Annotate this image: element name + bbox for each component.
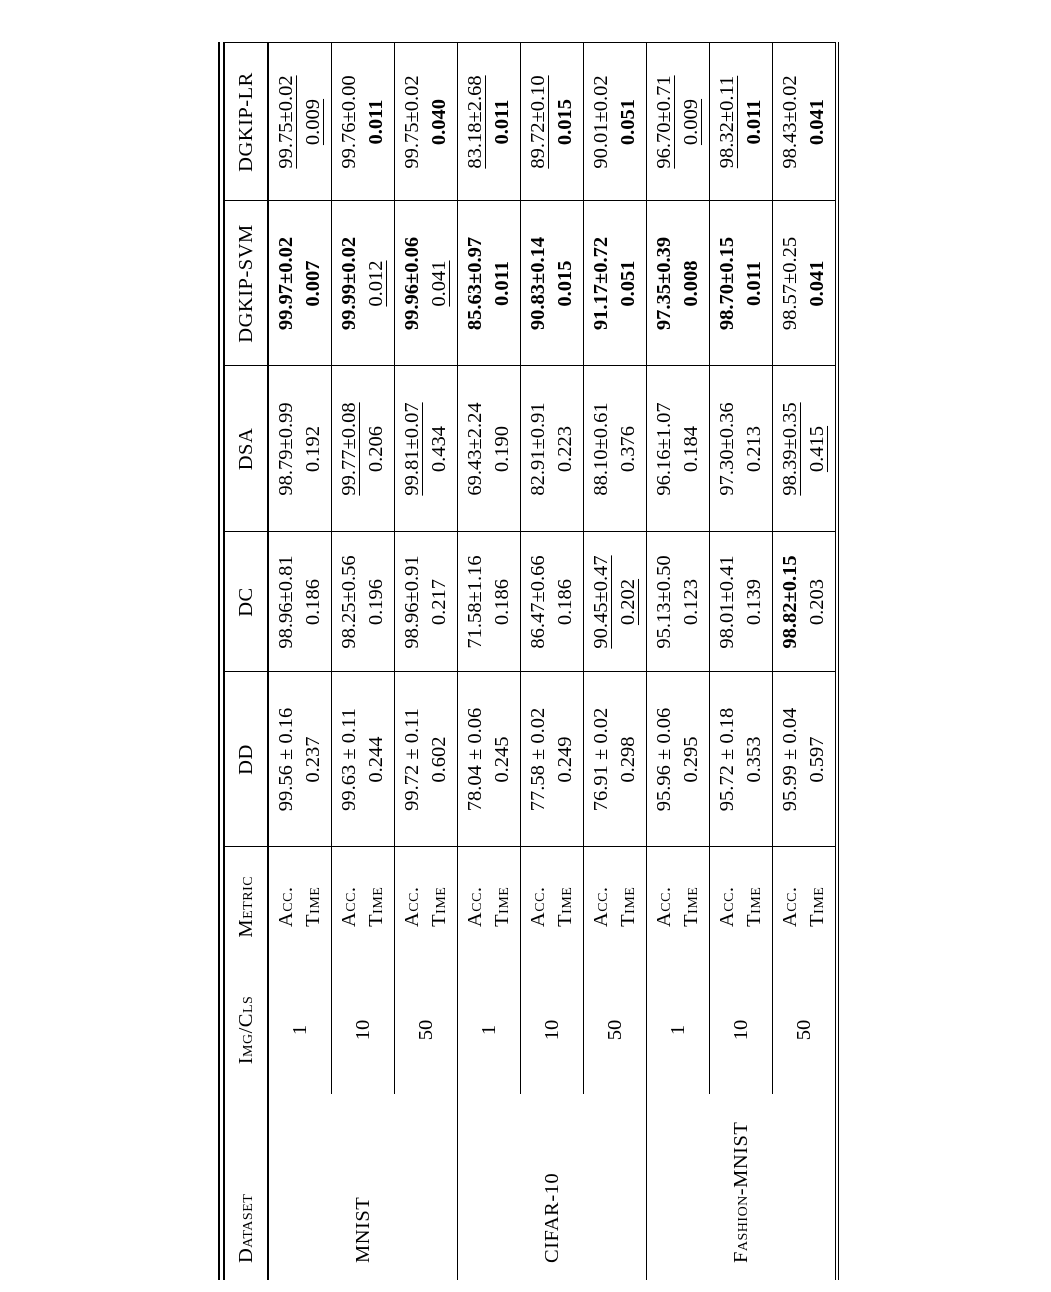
acc-value: 85.63±0.97 bbox=[464, 236, 486, 331]
cell-dsa bbox=[710, 366, 773, 532]
time-value: 0.041 bbox=[428, 260, 450, 307]
time-value: 0.353 bbox=[743, 736, 765, 783]
imgcls-cell: 50 bbox=[584, 966, 647, 1094]
time-value: 0.009 bbox=[680, 98, 702, 146]
metric-acc-label: Acc. bbox=[716, 886, 738, 928]
time-value: 0.213 bbox=[743, 425, 765, 473]
time-value: 0.434 bbox=[428, 425, 450, 473]
time-value: 0.008 bbox=[680, 260, 702, 307]
acc-value: 98.79±0.99 bbox=[275, 402, 297, 496]
time-value: 0.244 bbox=[365, 736, 387, 783]
col-header-metric bbox=[222, 847, 269, 966]
acc-value: 90.01±0.02 bbox=[590, 75, 612, 169]
time-value: 0.011 bbox=[365, 99, 387, 145]
acc-value: 99.99±0.02 bbox=[338, 236, 360, 331]
acc-value: 99.96±0.06 bbox=[401, 236, 423, 331]
acc-value: 71.58±1.16 bbox=[464, 555, 486, 649]
time-value: 0.376 bbox=[617, 425, 639, 473]
imgcls-cell: 50 bbox=[395, 966, 458, 1094]
acc-value: 91.17±0.72 bbox=[590, 236, 612, 331]
cell-dc bbox=[332, 532, 395, 672]
imgcls-cell: 50 bbox=[773, 966, 838, 1094]
metric-time-label: Time bbox=[806, 886, 828, 927]
cell-dsa bbox=[268, 366, 332, 532]
cell-dsa bbox=[395, 366, 458, 532]
metric-cell bbox=[332, 847, 395, 966]
acc-value: 83.18±2.68 bbox=[464, 75, 486, 169]
cell-dd bbox=[773, 672, 838, 847]
cell-dgkip-lr bbox=[395, 43, 458, 201]
cell-dgkip-svm bbox=[710, 201, 773, 366]
metric-cell bbox=[458, 847, 521, 966]
cell-dgkip-svm bbox=[584, 201, 647, 366]
cell-dgkip-lr bbox=[710, 43, 773, 201]
cell-dc bbox=[395, 532, 458, 672]
time-value: 0.186 bbox=[302, 578, 324, 626]
cell-dgkip-lr bbox=[647, 43, 710, 201]
metric-cell bbox=[521, 847, 584, 966]
time-value: 0.011 bbox=[743, 99, 765, 145]
dataset-cell bbox=[268, 1094, 458, 1280]
imgcls-cell: 10 bbox=[521, 966, 584, 1094]
time-value: 0.295 bbox=[680, 736, 702, 783]
acc-value: 89.72±0.10 bbox=[527, 75, 549, 169]
cell-dd bbox=[521, 672, 584, 847]
metric-time-label: Time bbox=[428, 886, 450, 927]
time-value: 0.245 bbox=[491, 736, 513, 783]
cell-dsa bbox=[647, 366, 710, 532]
metric-acc-label: Acc. bbox=[590, 886, 612, 928]
metric-time-label: Time bbox=[743, 886, 765, 927]
acc-value: 98.43±0.02 bbox=[779, 75, 801, 169]
cell-dc bbox=[521, 532, 584, 672]
col-header-dgkip-lr bbox=[222, 43, 269, 201]
acc-value: 98.25±0.56 bbox=[338, 555, 360, 649]
acc-value: 96.16±1.07 bbox=[653, 402, 675, 496]
time-value: 0.415 bbox=[806, 425, 828, 473]
acc-value: 99.77±0.08 bbox=[338, 402, 360, 496]
time-value: 0.186 bbox=[554, 578, 576, 626]
acc-value: 98.96±0.91 bbox=[401, 555, 423, 649]
time-value: 0.249 bbox=[554, 736, 576, 783]
time-value: 0.192 bbox=[302, 425, 324, 473]
header-row bbox=[222, 43, 269, 1280]
table-row bbox=[647, 43, 710, 1280]
cell-dc bbox=[268, 532, 332, 672]
metric-acc-label: Acc. bbox=[275, 886, 297, 928]
dataset-label: MNIST bbox=[351, 1196, 374, 1263]
dataset-label: Fashion-MNIST bbox=[729, 1121, 752, 1263]
cell-dc bbox=[584, 532, 647, 672]
acc-value: 95.13±0.50 bbox=[653, 555, 675, 649]
cell-dgkip-svm bbox=[458, 201, 521, 366]
cell-dc bbox=[458, 532, 521, 672]
col-header-dd-label: DD bbox=[234, 744, 257, 775]
time-value: 0.041 bbox=[806, 98, 828, 146]
cell-dc bbox=[710, 532, 773, 672]
metric-acc-label: Acc. bbox=[527, 886, 549, 928]
time-value: 0.298 bbox=[617, 736, 639, 783]
cell-dgkip-svm bbox=[521, 201, 584, 366]
acc-value: 69.43±2.24 bbox=[464, 402, 486, 496]
col-header-dsa bbox=[222, 366, 269, 532]
acc-value: 86.47±0.66 bbox=[527, 555, 549, 649]
time-value: 0.011 bbox=[743, 261, 765, 306]
time-value: 0.123 bbox=[680, 578, 702, 626]
acc-value: 99.76±0.00 bbox=[338, 75, 360, 169]
cell-dd bbox=[710, 672, 773, 847]
col-header-dataset-label: Dataset bbox=[234, 1193, 257, 1263]
metric-time-label: Time bbox=[554, 886, 576, 927]
acc-value: 99.81±0.07 bbox=[401, 402, 423, 496]
metric-acc-label: Acc. bbox=[401, 886, 423, 928]
time-value: 0.051 bbox=[617, 98, 639, 146]
cell-dd bbox=[458, 672, 521, 847]
acc-value: 99.97±0.02 bbox=[275, 236, 297, 331]
imgcls-cell: 1 bbox=[458, 966, 521, 1094]
acc-value: 99.75±0.02 bbox=[401, 75, 423, 169]
metric-time-label: Time bbox=[365, 886, 387, 927]
acc-value: 90.83±0.14 bbox=[527, 236, 549, 331]
acc-value: 95.72 ± 0.18 bbox=[716, 707, 738, 812]
acc-value: 97.30±0.36 bbox=[716, 402, 738, 496]
acc-value: 98.82±0.15 bbox=[779, 555, 801, 649]
cell-dsa bbox=[332, 366, 395, 532]
results-table bbox=[218, 43, 839, 1281]
time-value: 0.186 bbox=[491, 578, 513, 626]
acc-value: 99.56 ± 0.16 bbox=[275, 707, 297, 812]
col-header-dgkip-lr-label: DGKIP-LR bbox=[234, 72, 257, 172]
time-value: 0.190 bbox=[491, 425, 513, 473]
time-value: 0.237 bbox=[302, 736, 324, 783]
time-value: 0.011 bbox=[491, 99, 513, 145]
cell-dsa bbox=[773, 366, 838, 532]
time-value: 0.184 bbox=[680, 425, 702, 473]
cell-dgkip-lr bbox=[458, 43, 521, 201]
cell-dd bbox=[647, 672, 710, 847]
acc-value: 98.01±0.41 bbox=[716, 555, 738, 649]
dataset-cell bbox=[458, 1094, 647, 1280]
acc-value: 99.72 ± 0.11 bbox=[401, 708, 423, 811]
metric-cell bbox=[268, 847, 332, 966]
metric-acc-label: Acc. bbox=[338, 886, 360, 928]
acc-value: 98.70±0.15 bbox=[716, 236, 738, 331]
metric-acc-label: Acc. bbox=[653, 886, 675, 928]
cell-dgkip-lr bbox=[521, 43, 584, 201]
col-header-dgkip-svm-label: DGKIP-SVM bbox=[234, 224, 257, 343]
col-header-imgcls bbox=[222, 966, 269, 1094]
imgcls-cell: 1 bbox=[268, 966, 332, 1094]
time-value: 0.041 bbox=[806, 260, 828, 307]
cell-dgkip-svm bbox=[332, 201, 395, 366]
metric-time-label: Time bbox=[491, 886, 513, 927]
cell-dd bbox=[332, 672, 395, 847]
acc-value: 99.63 ± 0.11 bbox=[338, 708, 360, 811]
metric-cell bbox=[647, 847, 710, 966]
table-row bbox=[268, 43, 332, 1280]
col-header-dgkip-svm bbox=[222, 201, 269, 366]
time-value: 0.597 bbox=[806, 736, 828, 783]
cell-dgkip-svm bbox=[268, 201, 332, 366]
metric-time-label: Time bbox=[302, 886, 324, 927]
time-value: 0.040 bbox=[428, 98, 450, 146]
imgcls-cell: 10 bbox=[710, 966, 773, 1094]
col-header-dataset bbox=[222, 1094, 269, 1280]
cell-dsa bbox=[584, 366, 647, 532]
acc-value: 99.75±0.02 bbox=[275, 75, 297, 169]
dataset-label: CIFAR-10 bbox=[540, 1172, 563, 1263]
cell-dgkip-lr bbox=[332, 43, 395, 201]
imgcls-cell: 10 bbox=[332, 966, 395, 1094]
time-value: 0.015 bbox=[554, 98, 576, 146]
acc-value: 77.58 ± 0.02 bbox=[527, 707, 549, 812]
time-value: 0.223 bbox=[554, 425, 576, 473]
cell-dc bbox=[773, 532, 838, 672]
rotated-results-table bbox=[218, 43, 839, 1281]
acc-value: 98.96±0.81 bbox=[275, 555, 297, 649]
cell-dgkip-svm bbox=[773, 201, 838, 366]
time-value: 0.051 bbox=[617, 260, 639, 307]
col-header-dd bbox=[222, 672, 269, 847]
acc-value: 97.35±0.39 bbox=[653, 236, 675, 331]
metric-cell bbox=[773, 847, 838, 966]
col-header-dc-label: DC bbox=[234, 587, 257, 617]
table-row bbox=[458, 43, 521, 1280]
time-value: 0.009 bbox=[302, 98, 324, 146]
acc-value: 82.91±0.91 bbox=[527, 402, 549, 496]
time-value: 0.012 bbox=[365, 260, 387, 307]
acc-value: 78.04 ± 0.06 bbox=[464, 707, 486, 812]
time-value: 0.196 bbox=[365, 578, 387, 626]
cell-dc bbox=[647, 532, 710, 672]
col-header-imgcls-label: Img/Cls bbox=[234, 995, 257, 1065]
cell-dgkip-svm bbox=[395, 201, 458, 366]
acc-value: 98.57±0.25 bbox=[779, 236, 801, 331]
acc-value: 96.70±0.71 bbox=[653, 75, 675, 169]
col-header-metric-label: Metric bbox=[234, 875, 257, 938]
metric-cell bbox=[584, 847, 647, 966]
col-header-dsa-label: DSA bbox=[234, 427, 257, 471]
acc-value: 95.96 ± 0.06 bbox=[653, 707, 675, 812]
col-header-dc bbox=[222, 532, 269, 672]
time-value: 0.011 bbox=[491, 261, 513, 306]
cell-dsa bbox=[458, 366, 521, 532]
cell-dsa bbox=[521, 366, 584, 532]
acc-value: 98.39±0.35 bbox=[779, 402, 801, 496]
acc-value: 98.32±0.11 bbox=[716, 75, 738, 169]
time-value: 0.202 bbox=[617, 578, 639, 626]
time-value: 0.139 bbox=[743, 578, 765, 626]
acc-value: 95.99 ± 0.04 bbox=[779, 707, 801, 812]
metric-time-label: Time bbox=[680, 886, 702, 927]
acc-value: 90.45±0.47 bbox=[590, 555, 612, 649]
cell-dd bbox=[268, 672, 332, 847]
time-value: 0.206 bbox=[365, 425, 387, 473]
cell-dd bbox=[395, 672, 458, 847]
metric-acc-label: Acc. bbox=[779, 886, 801, 928]
metric-cell bbox=[395, 847, 458, 966]
dataset-cell bbox=[647, 1094, 838, 1280]
time-value: 0.015 bbox=[554, 260, 576, 307]
imgcls-cell: 1 bbox=[647, 966, 710, 1094]
acc-value: 88.10±0.61 bbox=[590, 402, 612, 496]
cell-dgkip-svm bbox=[647, 201, 710, 366]
metric-cell bbox=[710, 847, 773, 966]
cell-dgkip-lr bbox=[584, 43, 647, 201]
time-value: 0.007 bbox=[302, 260, 324, 307]
cell-dgkip-lr bbox=[268, 43, 332, 201]
time-value: 0.203 bbox=[806, 578, 828, 626]
metric-acc-label: Acc. bbox=[464, 886, 486, 928]
time-value: 0.602 bbox=[428, 736, 450, 783]
metric-time-label: Time bbox=[617, 886, 639, 927]
time-value: 0.217 bbox=[428, 578, 450, 626]
cell-dd bbox=[584, 672, 647, 847]
cell-dgkip-lr bbox=[773, 43, 838, 201]
acc-value: 76.91 ± 0.02 bbox=[590, 707, 612, 812]
